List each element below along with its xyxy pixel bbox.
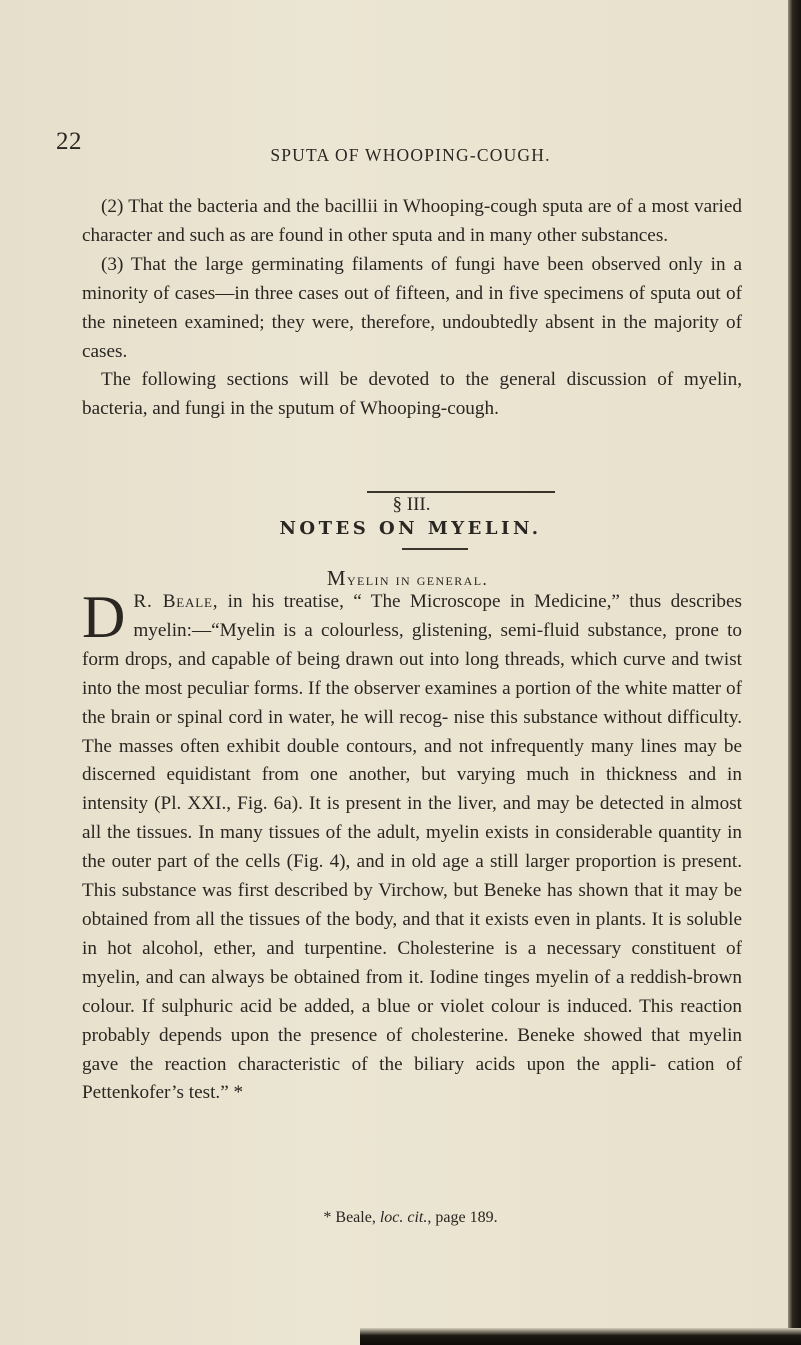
paragraph-3: (3) That the large germinating filaments of fungi have been observed only in a minority of cases—in three cases out of fifteen, and in five specimens of sputa out of the nineteen examined; they were, therefore, undoubtedly absent in the majority of cases. bbox=[82, 253, 742, 362]
page-edge-shadow-bottom bbox=[360, 1328, 801, 1345]
paragraph-following: The following sections will be devoted to the general discussion of myelin, bacteria, and fungi in the sputum of Whooping-cough. bbox=[82, 369, 742, 420]
subheading-rest: yelin in general. bbox=[346, 570, 489, 589]
section-rule-top bbox=[367, 491, 555, 493]
footnote bbox=[0, 1209, 801, 1227]
section-mark: § III. bbox=[392, 494, 431, 515]
footnote-prefix: * Beale, bbox=[323, 1209, 380, 1226]
drop-cap: D bbox=[82, 584, 126, 650]
footnote-suffix: , page 189. bbox=[427, 1209, 498, 1226]
intro-text bbox=[82, 193, 742, 424]
paragraph-2: (2) That the bacteria and the bacillii in Whooping-cough sputa are of a most varied character and such as are found in other sputa and in many other substances. bbox=[82, 196, 742, 246]
section-rule-bottom bbox=[402, 548, 468, 550]
main-paragraph-text bbox=[82, 584, 742, 1108]
page-edge-shadow-right bbox=[788, 0, 801, 1345]
page-number: 22 bbox=[56, 128, 82, 155]
subheading-initial: M bbox=[326, 566, 347, 590]
main-paragraph-body: in his treatise, “ The Microscope in Medicine,” thus describes myelin:—“Myelin is a colourless, glistening, semi-fluid substance, prone to form drops, and capable of being drawn out into long threads, which curve and twist into the most peculiar forms. If the observer examines a portion of the white matter of the brain or spinal cord in water, he will recog- nise this substance without difficulty. The masses often exhibit double contours, and not infrequently many lines may be discerned equidistant from one another, but varying much in thickness and in intensity (Pl. XXI., Fig. 6a). It is present in the liver, and may be detected in almost all the tissues. In many tissues of the adult, myelin exists in considerable quantity in the outer part of the cells (Fig. 4), and in old age a still larger proportion is present. This substance was first described by Virchow, but Beneke has shown that it may be obtained from all the tissues of the body, and that it exists even in plants. It is soluble in hot alcohol, ether, and turpentine. Cholesterine is a necessary constituent of myelin, and can always be obtained from it. Iodine tinges myelin of a reddish-brown colour. If sulphuric acid be added, a blue or violet colour is induced. This reaction probably depends upon the presence of cholesterine. Beneke showed that myelin gave the reaction characteristic of the biliary acids upon the appli- cation of Pettenkofer’s test.” * bbox=[82, 591, 742, 1104]
author-name: R. Beale, bbox=[133, 591, 219, 612]
section-heading: NOTES ON MYELIN. bbox=[279, 518, 542, 539]
footnote-citation: loc. cit. bbox=[379, 1209, 428, 1226]
running-head: SPUTA OF WHOOPING-COUGH. bbox=[270, 145, 551, 165]
main-paragraph bbox=[82, 584, 742, 1108]
